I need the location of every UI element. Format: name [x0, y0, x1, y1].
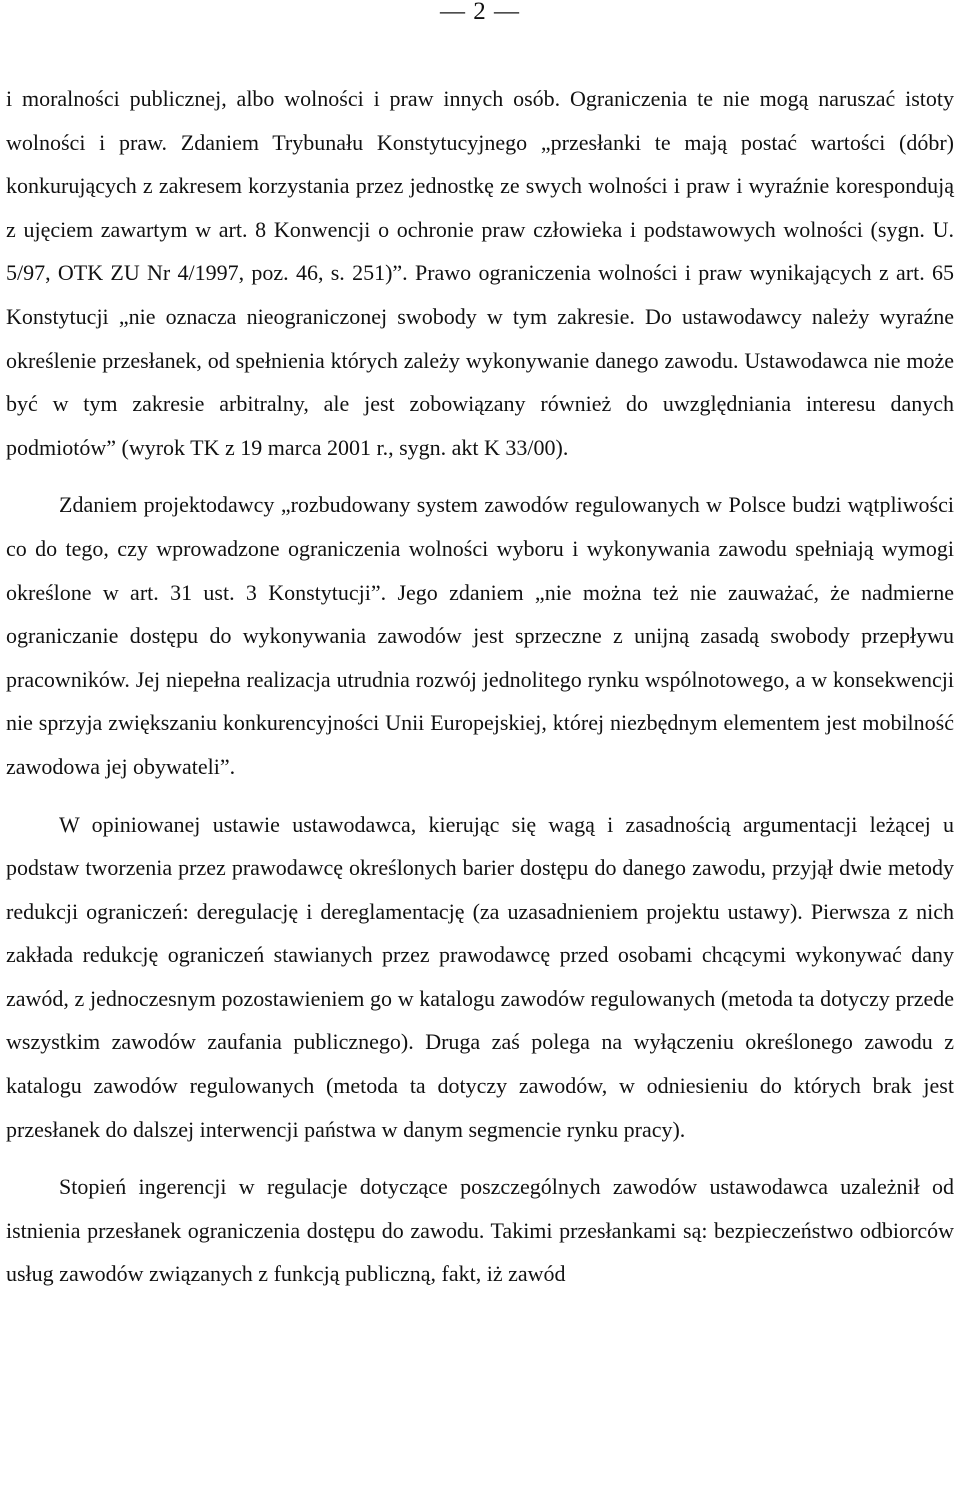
paragraph-2: Zdaniem projektodawcy „rozbudowany system zawodów regulowanych w Polsce budzi wątpliwości co do tego, czy wprowadzone ograniczenia wolności wyboru i wykonywania zawodu spełniają wymogi określone w art. 31 ust. 3 Konstytucji”. Jego zdaniem „nie można też nie zauważać, że nadmierne ograniczanie dostępu do wykonywania zawodów jest sprzeczne z unijną zasadą swobody przepływu pracowników. Jej niepełna realizacja utrudnia rozwój jednolitego rynku wspólnotowego, a w konsekwencji nie sprzyja zwiększaniu konkurencyjności Unii Europejskiej, której niezbędnym elementem jest mobilność zawodowa jej obywateli”. — [6, 492, 954, 779]
page-number: — 2 — — [440, 0, 520, 25]
document-body — [6, 77, 954, 1296]
paragraph-3: W opiniowanej ustawie ustawodawca, kierując się wagą i zasadnością argumentacji leżącej u podstaw tworzenia przez prawodawcę określonych barier dostępu do danego zawodu, przyjął dwie metody redukcji ograniczeń: deregulację i dereglamentację (za uzasadnieniem projektu ustawy). Pierwsza z nich zakłada redukcję ograniczeń stawianych przez prawodawcę przed osobami chcącymi wykonywać dany zawód, z jednoczesnym pozostawieniem go w katalogu zawodów regulowanych (metoda ta dotyczy przede wszystkim zawodów zaufania publicznego). Druga zaś polega na wyłączeniu określonego zawodu z katalogu zawodów regulowanych (metoda ta dotyczy zawodów, w odniesieniu do których brak jest przesłanek do dalszej interwencji państwa w danym segmencie rynku pracy). — [6, 811, 954, 1142]
paragraph-1: i moralności publicznej, albo wolności i praw innych osób. Ograniczenia te nie mogą naruszać istoty wolności i praw. Zdaniem Trybunału Konstytucyjnego „przesłanki te mają postać wartości (dóbr) konkurujących z zakresem korzystania przez jednostkę ze swych wolności i praw i wyraźnie korespondują z ujęciem zawartym w art. 8 Konwencji o ochronie praw człowieka i podstawowych wolności (sygn. U. 5/97, OTK ZU Nr 4/1997, poz. 46, s. 251)”. Prawo ograniczenia wolności i praw wynikających z art. 65 Konstytucji „nie oznacza nieograniczonej swobody w tym zakresie. Do ustawodawcy należy wyraźne określenie przesłanek, od spełnienia których zależy wykonywanie danego zawodu. Ustawodawca nie może być w tym zakresie arbitralny, ale jest zobowiązany również do uwzględniania interesu danych podmiotów” (wyrok TK z 19 marca 2001 r., sygn. akt K 33/00). — [6, 86, 954, 460]
paragraph-4: Stopień ingerencji w regulacje dotyczące poszczególnych zawodów ustawodawca uzależnił od istnienia przesłanek ograniczenia dostępu do zawodu. Takimi przesłankami są: bezpieczeństwo odbiorców usług zawodów związanych z funkcją publiczną, fakt, iż zawód — [6, 1174, 954, 1287]
